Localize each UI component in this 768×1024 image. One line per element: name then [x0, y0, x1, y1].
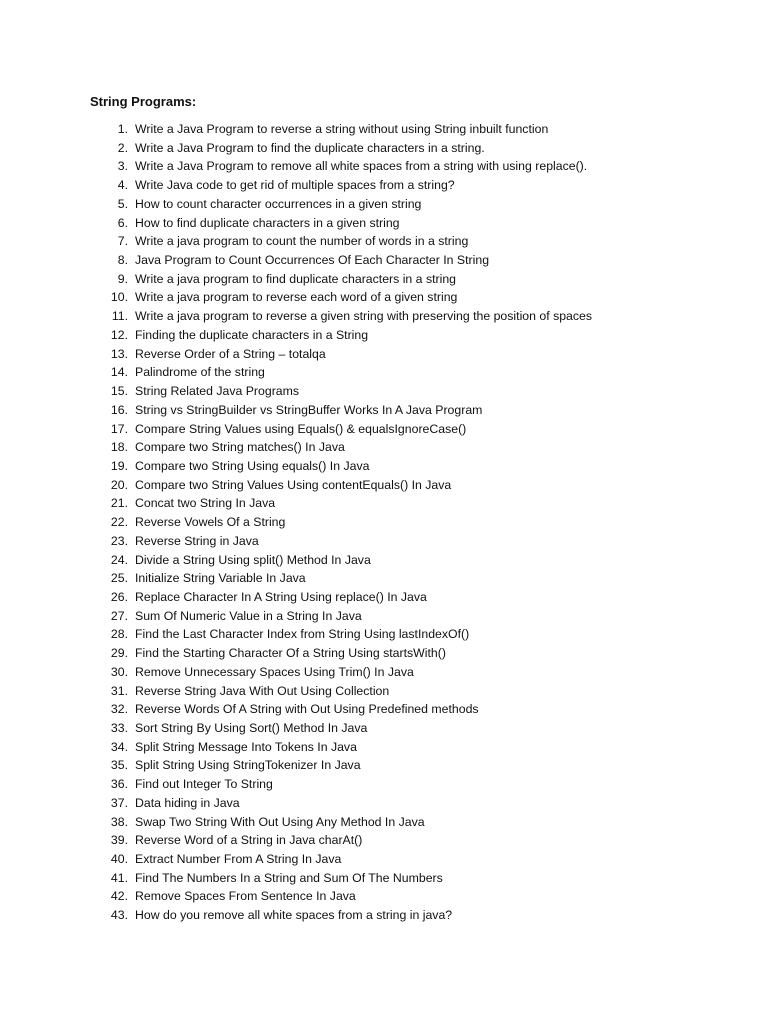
- list-item: [0, 288, 768, 307]
- list-item-text: Write a java program to reverse a given string with preserving the position of spaces: [135, 309, 593, 324]
- list-item: [0, 775, 768, 794]
- document-title: String Programs:: [90, 94, 197, 109]
- list-item-number: 5.: [117, 196, 128, 211]
- list-item-number: 28.: [110, 627, 128, 642]
- list-item-text: Split String Using StringTokenizer In Java: [135, 758, 361, 773]
- list-item-text: Extract Number From A String In Java: [135, 852, 342, 867]
- list-item: [0, 869, 768, 888]
- list-item-number: 13.: [110, 346, 128, 361]
- list-item: [0, 270, 768, 289]
- list-item-text: Write a Java Program to find the duplicate characters in a string.: [135, 140, 485, 155]
- list-item: [0, 494, 768, 513]
- list-item-text: Remove Spaces From Sentence In Java: [135, 889, 356, 904]
- list-item: [0, 251, 768, 270]
- list-item: [0, 663, 768, 682]
- list-item: [0, 214, 768, 233]
- list-item: [0, 476, 768, 495]
- list-item-text: String Related Java Programs: [135, 384, 300, 399]
- list-item-text: Find the Last Character Index from String Using lastIndexOf(): [135, 627, 470, 642]
- list-item: [0, 232, 768, 251]
- list-item: [0, 644, 768, 663]
- list-item-number: 21.: [110, 496, 128, 511]
- list-item-number: 10.: [110, 290, 128, 305]
- list-item: [0, 700, 768, 719]
- list-item-text: Find the Starting Character Of a String Using startsWith(): [135, 646, 446, 661]
- list-item-number: 23.: [110, 533, 128, 548]
- list-item-text: Divide a String Using split() Method In Java: [135, 552, 371, 567]
- list-item: [0, 401, 768, 420]
- list-item: [0, 195, 768, 214]
- list-item-number: 24.: [110, 552, 128, 567]
- list-item-number: 36.: [110, 777, 128, 792]
- list-item-number: 11.: [111, 309, 128, 324]
- list-item-number: 25.: [110, 571, 128, 586]
- list-item: [0, 532, 768, 551]
- list-item-text: Find The Numbers In a String and Sum Of The Numbers: [135, 870, 443, 885]
- list-item-text: Find out Integer To String: [135, 777, 273, 792]
- list-item: [0, 438, 768, 457]
- list-item: [0, 569, 768, 588]
- list-item: [0, 551, 768, 570]
- list-item: [0, 457, 768, 476]
- list-item-text: Reverse Order of a String – totalqa: [135, 346, 326, 361]
- list-item-number: 39.: [110, 833, 128, 848]
- list-item-text: Reverse String Java With Out Using Collection: [135, 683, 390, 698]
- list-item-number: 42.: [110, 889, 128, 904]
- list-item-number: 33.: [110, 721, 128, 735]
- list-item-text: Compare String Values using Equals() & equalsIgnoreCase(): [135, 421, 467, 436]
- list-item-number: 4.: [117, 178, 128, 193]
- list-item-number: 26.: [110, 589, 128, 604]
- list-item: [0, 625, 768, 644]
- list-item-text: Compare two String Using equals() In Java: [135, 458, 370, 473]
- list-item: [0, 588, 768, 607]
- list-item-number: 29.: [110, 646, 128, 661]
- list-item-text: Data hiding in Java: [135, 795, 240, 810]
- list-item-number: 1.: [117, 122, 128, 136]
- list-item: [0, 363, 768, 382]
- list-item-number: 30.: [110, 664, 128, 679]
- list-item: [0, 513, 768, 532]
- list-item: [0, 345, 768, 364]
- list-item-text: Write Java code to get rid of multiple spaces from a string?: [135, 178, 455, 193]
- list-item-text: Finding the duplicate characters in a String: [135, 327, 369, 342]
- list-item-number: 9.: [117, 271, 128, 286]
- list-item-number: 2.: [117, 140, 128, 155]
- list-item-text: Write a java program to find duplicate characters in a string: [135, 271, 457, 286]
- list-item-text: Palindrome of the string: [135, 365, 265, 380]
- list-item-number: 20.: [110, 477, 128, 492]
- list-item-text: Reverse String in Java: [135, 533, 259, 548]
- list-item: [0, 756, 768, 775]
- list-item-text: String vs StringBuilder vs StringBuffer Works In A Java Program: [135, 402, 483, 417]
- list-item: [0, 738, 768, 757]
- list-item: [0, 420, 768, 439]
- list-item-text: Write a Java Program to reverse a string without using String inbuilt function: [135, 122, 549, 136]
- list-item: [0, 850, 768, 869]
- list-item-text: Initialize String Variable In Java: [135, 571, 306, 586]
- list-item-number: 34.: [110, 739, 128, 754]
- list-item-number: 15.: [110, 384, 128, 399]
- list-item-number: 12.: [110, 327, 128, 342]
- list-item-text: Reverse Word of a String in Java charAt(): [135, 833, 363, 848]
- list-item-text: Write a java program to count the number of words in a string: [135, 234, 469, 249]
- list-item: [0, 607, 768, 626]
- list-item-number: 14.: [110, 365, 128, 380]
- list-item-number: 16.: [110, 402, 128, 417]
- list-item-text: Java Program to Count Occurrences Of Each Character In String: [135, 253, 490, 268]
- list-item-text: Split String Message Into Tokens In Java: [135, 739, 357, 754]
- list-item: [0, 719, 768, 738]
- list-item-text: How to count character occurrences in a given string: [135, 196, 422, 211]
- list-item: [0, 682, 768, 701]
- list-item: [0, 813, 768, 832]
- program-list: [0, 120, 768, 925]
- list-item: [0, 887, 768, 906]
- list-item-text: How do you remove all white spaces from a string in java?: [135, 908, 453, 923]
- list-item: [0, 120, 768, 139]
- list-item-number: 32.: [110, 702, 128, 717]
- list-item-text: Reverse Vowels Of a String: [135, 515, 286, 530]
- list-item-number: 37.: [110, 795, 128, 810]
- list-item-text: Write a Java Program to remove all white spaces from a string with using replace().: [135, 159, 588, 174]
- list-item: [0, 307, 768, 326]
- list-item-text: Replace Character In A String Using replace() In Java: [135, 589, 427, 604]
- list-item-number: 22.: [110, 515, 128, 530]
- list-item-text: How to find duplicate characters in a given string: [135, 215, 400, 230]
- list-item-text: Compare two String matches() In Java: [135, 440, 345, 455]
- list-item-text: Remove Unnecessary Spaces Using Trim() In Java: [135, 664, 414, 679]
- list-item-number: 18.: [110, 440, 128, 455]
- list-item: [0, 157, 768, 176]
- list-item-number: 27.: [110, 608, 128, 623]
- list-item: [0, 176, 768, 195]
- list-item-number: 43.: [110, 908, 128, 923]
- list-item-text: Concat two String In Java: [135, 496, 276, 511]
- list-item-text: Reverse Words Of A String with Out Using Predefined methods: [135, 702, 479, 717]
- list-item-number: 3.: [117, 159, 128, 174]
- list-item-text: Write a java program to reverse each word of a given string: [135, 290, 458, 305]
- list-item-text: Sort String By Using Sort() Method In Java: [135, 721, 368, 735]
- list-item-number: 41.: [110, 870, 128, 885]
- list-item-number: 6.: [117, 215, 128, 230]
- list-item: [0, 139, 768, 158]
- list-item-text: Compare two String Values Using contentEquals() In Java: [135, 477, 452, 492]
- list-item: [0, 831, 768, 850]
- list-item: [0, 906, 768, 925]
- list-item: [0, 794, 768, 813]
- list-item: [0, 382, 768, 401]
- list-item-text: Sum Of Numeric Value in a String In Java: [135, 608, 362, 623]
- list-item-number: 7.: [117, 234, 128, 249]
- list-item-number: 8.: [117, 253, 128, 268]
- list-item: [0, 326, 768, 345]
- list-item-number: 40.: [110, 852, 128, 867]
- list-item-number: 38.: [110, 814, 128, 829]
- list-item-number: 17.: [110, 421, 128, 436]
- list-item-number: 31.: [110, 683, 128, 698]
- list-item-number: 35.: [110, 758, 128, 773]
- list-item-number: 19.: [110, 458, 128, 473]
- list-item-text: Swap Two String With Out Using Any Method In Java: [135, 814, 425, 829]
